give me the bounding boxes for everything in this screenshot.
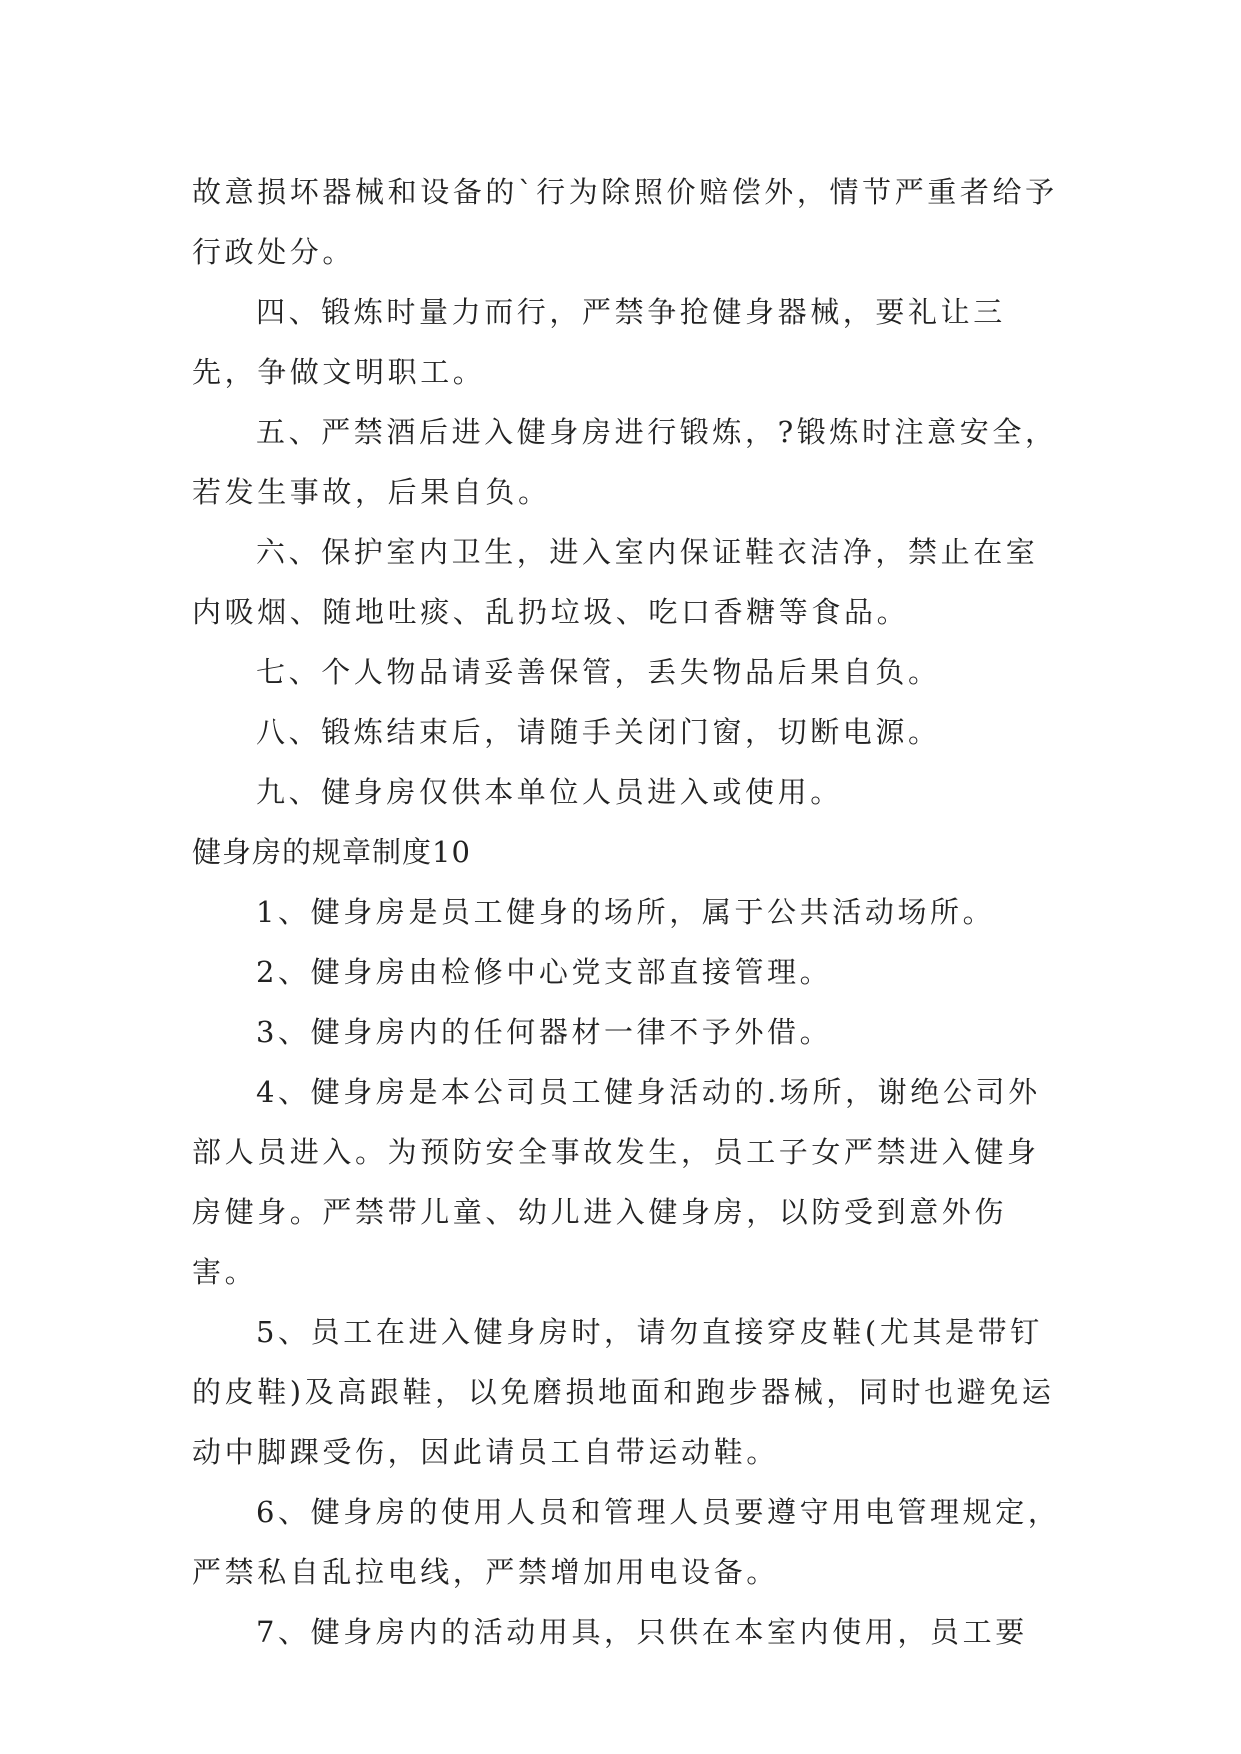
section-rule-7: 7、健身房内的活动用具，只供在本室内使用，员工要: [256, 1615, 1028, 1649]
section-rule-2: 2、健身房由检修中心党支部直接管理。: [256, 955, 833, 989]
rule-item-6: 六、保护室内卫生，进入室内保证鞋衣洁净，禁止在室内吸烟、随地吐痰、乱扔垃圾、吃口香糖等食品。: [192, 535, 1039, 629]
section-title: 健身房的规章制度10: [192, 835, 471, 869]
rule-item-5: 五、严禁酒后进入健身房进行锻炼，?锻炼时注意安全，若发生事故，后果自负。: [192, 415, 1058, 509]
section-rule-5: 5、员工在进入健身房时，请勿直接穿皮鞋(尤其是带钉的皮鞋)及高跟鞋，以免磨损地面和跑步器械，同时也避免运动中脚踝受伤，因此请员工自带运动鞋。: [192, 1315, 1055, 1469]
paragraph-damage-policy: 故意损坏器械和设备的`行为除照价赔偿外，情节严重者给予行政处分。: [192, 175, 1058, 269]
rule-item-7: 七、个人物品请妥善保管，丢失物品后果自负。: [256, 655, 941, 689]
section-rule-3: 3、健身房内的任何器材一律不予外借。: [256, 1015, 833, 1049]
rule-item-8: 八、锻炼结束后，请随手关闭门窗，切断电源。: [256, 715, 941, 749]
section-rule-4: 4、健身房是本公司员工健身活动的.场所，谢绝公司外部人员进入。为预防安全事故发生，员工子女严禁进入健身房健身。严禁带儿童、幼儿进入健身房，以防受到意外伤害。: [192, 1075, 1041, 1289]
document-body: [192, 162, 1062, 1662]
section-rule-6: 6、健身房的使用人员和管理人员要遵守用电管理规定，严禁私自乱拉电线，严禁增加用电设备。: [192, 1495, 1061, 1589]
rule-item-9: 九、健身房仅供本单位人员进入或使用。: [256, 775, 843, 809]
rule-item-4: 四、锻炼时量力而行，严禁争抢健身器械，要礼让三先，争做文明职工。: [192, 295, 1006, 389]
section-rule-1: 1、健身房是员工健身的场所，属于公共活动场所。: [256, 895, 996, 929]
